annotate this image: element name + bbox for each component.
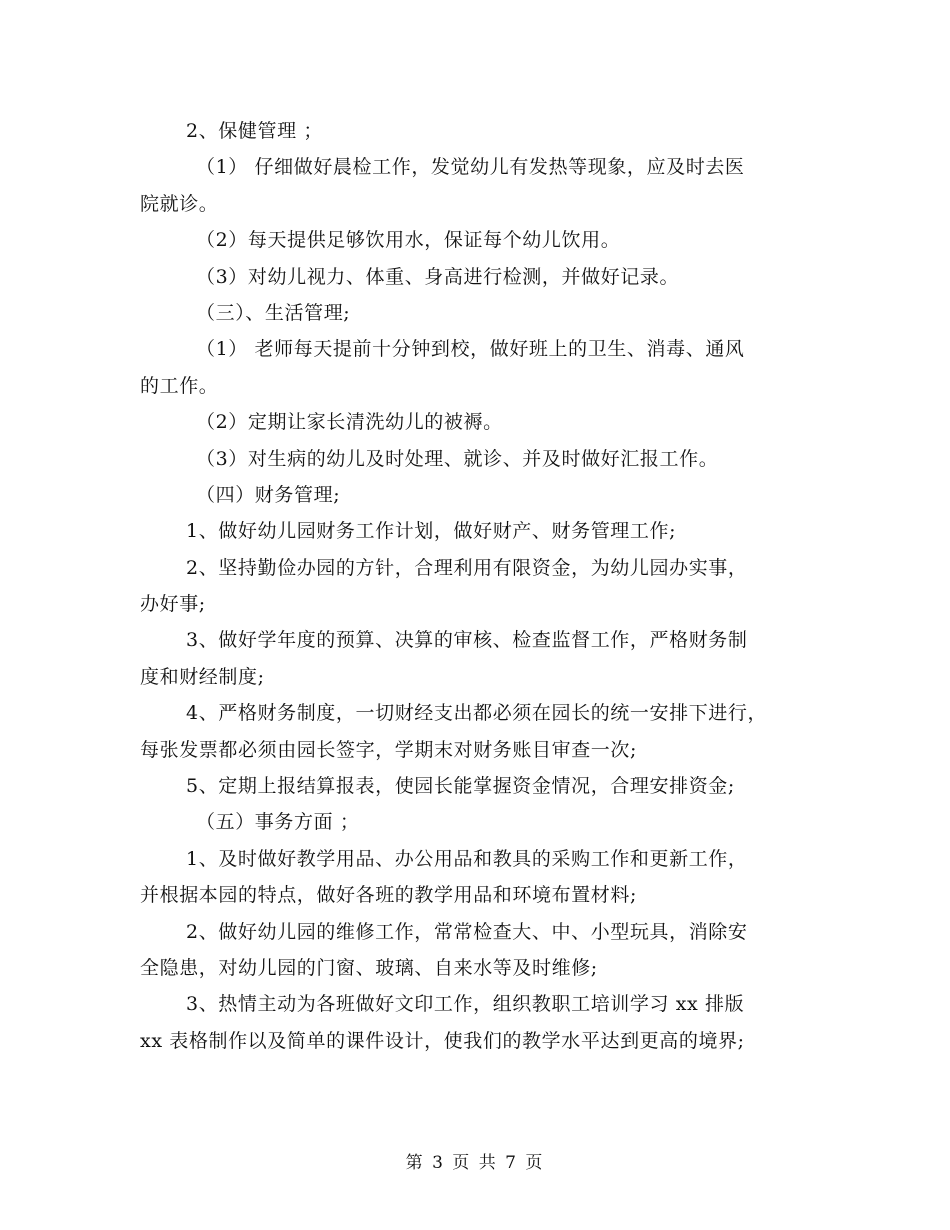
paragraph-line: 办好事; [140, 593, 206, 616]
paragraph-line: （3）对生病的幼儿及时处理、就诊、并及时做好汇报工作。 [196, 447, 719, 470]
paragraph-line: 2、坚持勤俭办园的方针，合理利用有限资金，为幼儿园办实事， [186, 556, 748, 579]
paragraph-line: 度和财经制度; [140, 665, 265, 688]
section-heading-finance: （四）财务管理; [196, 483, 341, 506]
paragraph-line: 院就诊。 [140, 192, 219, 215]
paragraph-line: （2）每天提供足够饮用水，保证每个幼儿饮用。 [196, 229, 621, 252]
paragraph-line: 3、热情主动为各班做好文印工作，组织教职工培训学习 xx 排版 [186, 993, 745, 1016]
paragraph-line: xx 表格制作以及简单的课件设计，使我们的教学水平达到更高的境界; [140, 1029, 745, 1052]
paragraph-line: 5、定期上报结算报表，使园长能掌握资金情况，合理安排资金; [186, 775, 735, 798]
section-heading-health: 2、保健管理 ； [186, 120, 323, 142]
paragraph-line: 全隐患，对幼儿园的门窗、玻璃、自来水等及时维修; [140, 956, 598, 979]
paragraph-line: （3）对幼儿视力、体重、身高进行检测，并做好记录。 [196, 265, 680, 288]
section-heading-life: （三）、生活管理; [196, 301, 351, 324]
paragraph-line: 4、严格财务制度，一切财经支出都必须在园长的统一安排下进行， [186, 702, 768, 725]
paragraph-line: 3、做好学年度的预算、决算的审核、检查监督工作，严格财务制 [186, 629, 748, 652]
page-number-footer: 第 3 页 共 7 页 [405, 1153, 545, 1173]
paragraph-line: （2）定期让家长清洗幼儿的被褥。 [196, 411, 503, 434]
paragraph-line: 2、做好幼儿园的维修工作，常常检查大、中、小型玩具，消除安 [186, 920, 748, 943]
section-heading-affairs: （五）事务方面 ； [196, 811, 360, 834]
paragraph-line: 1、及时做好教学用品、办公用品和教具的采购工作和更新工作， [186, 847, 748, 870]
paragraph-line: （1） 仔细做好晨检工作，发觉幼儿有发热等现象，应及时去医 [196, 156, 745, 179]
paragraph-line: 的工作。 [140, 374, 219, 397]
paragraph-line: 每张发票都必须由园长签字，学期末对财务账目审查一次; [140, 738, 638, 761]
paragraph-line: 并根据本园的特点，做好各班的教学用品和环境布置材料; [140, 884, 638, 907]
paragraph-line: 1、做好幼儿园财务工作计划，做好财产、财务管理工作; [186, 520, 677, 543]
body-text [140, 113, 810, 1059]
paragraph-line: （1） 老师每天提前十分钟到校，做好班上的卫生、消毒、通风 [196, 338, 745, 361]
